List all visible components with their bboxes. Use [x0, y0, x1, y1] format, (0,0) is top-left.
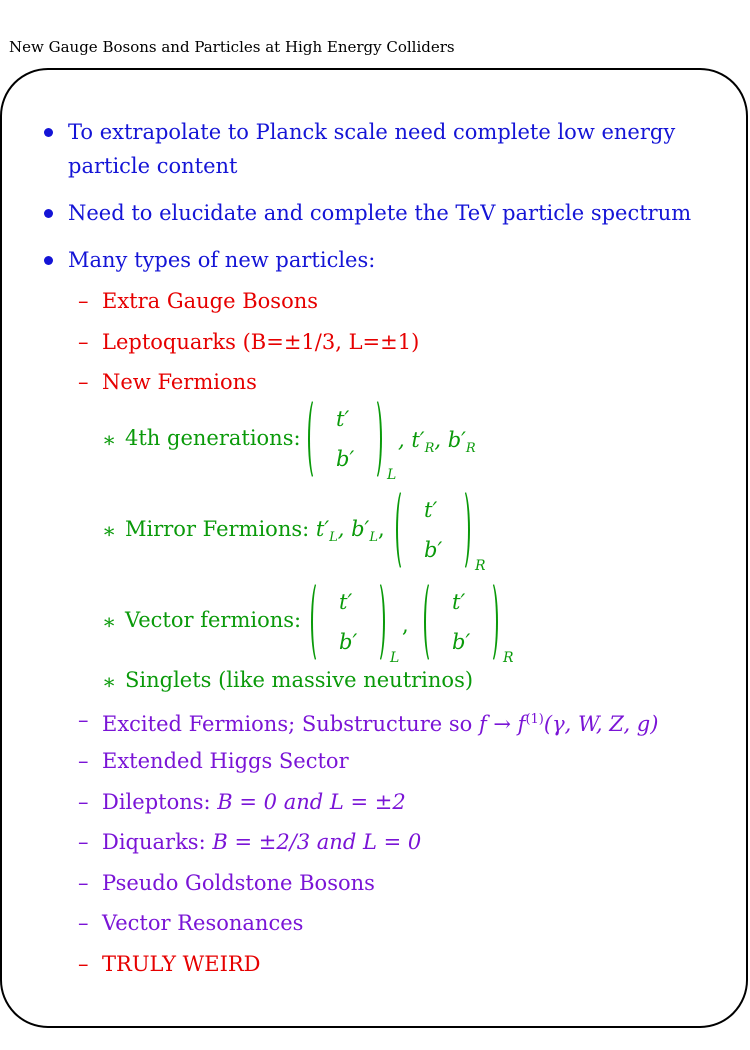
dash-marker: – [78, 330, 89, 354]
star-marker: ∗ [102, 428, 117, 452]
t-prime: , t′ [398, 428, 425, 452]
mirror-t: t′ [315, 517, 330, 541]
matrix-bottom: b′ [452, 630, 471, 654]
dash-marker: – [78, 370, 89, 394]
dash-marker: – [78, 790, 89, 814]
item-pseudo-goldstone: Pseudo Goldstone Bosons [102, 871, 375, 895]
mirror-comma: , [377, 517, 385, 541]
item-mirror-fermions [125, 517, 385, 550]
item-diquarks [102, 830, 421, 854]
matrix-bottom: b′ [424, 538, 443, 562]
dash-marker: – [78, 749, 89, 773]
bullet-3: Many types of new particles: [68, 248, 376, 272]
matrix-top: t′ [336, 407, 350, 431]
sub-l: L [369, 530, 378, 545]
matrix-bottom: b′ [336, 447, 355, 471]
matrix-subscript: L [387, 467, 397, 483]
mirror-label: Mirror Fermions: [125, 517, 310, 541]
sub-r: R [465, 441, 476, 456]
b-prime: , b′ [434, 428, 466, 452]
item-extended-higgs: Extended Higgs Sector [102, 749, 349, 773]
sub-l: L [329, 530, 338, 545]
matrix-top: t′ [452, 590, 466, 614]
item-vector-resonances: Vector Resonances [102, 911, 304, 935]
excited-args: (γ, W, Z, g) [543, 712, 659, 736]
diquarks-text: Diquarks: [102, 830, 213, 854]
right-paren [368, 397, 382, 481]
star-marker: ∗ [102, 519, 117, 543]
sub-r: R [424, 441, 435, 456]
dash-marker: – [78, 830, 89, 854]
right-paren [371, 580, 385, 664]
dileptons-math: B = 0 and L = ±2 [217, 790, 406, 814]
bullet-dot-2 [44, 209, 53, 218]
item-new-fermions: New Fermions [102, 370, 257, 394]
diquarks-math: B = ±2/3 and L = 0 [212, 830, 422, 854]
excited-math: f → f [478, 712, 526, 736]
matrix-top: t′ [424, 498, 438, 522]
item-singlets: Singlets (like massive neutrinos) [125, 668, 474, 692]
matrix-subscript: R [503, 650, 514, 666]
dash-marker: – [78, 871, 89, 895]
excited-text: Excited Fermions; Substructure so [102, 712, 479, 736]
dash-marker: – [78, 952, 89, 976]
vector-comma: , [402, 613, 409, 637]
matrix-subscript: R [475, 558, 486, 574]
item-extra-gauge-bosons: Extra Gauge Bosons [102, 289, 319, 313]
matrix-top: t′ [339, 590, 353, 614]
bullet-1-line-2: particle content [68, 154, 238, 178]
dileptons-text: Dileptons: [102, 790, 218, 814]
item-4th-generations-tail [398, 428, 476, 461]
matrix-bottom: b′ [339, 630, 358, 654]
excited-sup: (1) [525, 712, 544, 727]
left-paren [424, 580, 438, 664]
dash-marker: – [78, 708, 89, 732]
left-paren [308, 397, 322, 481]
matrix-subscript: L [390, 650, 400, 666]
right-paren [456, 488, 470, 572]
item-excited-fermions [102, 708, 658, 736]
dash-marker: – [78, 289, 89, 313]
bullet-1-line-1: To extrapolate to Planck scale need complete low energy [68, 120, 676, 144]
left-paren [396, 488, 410, 572]
star-marker: ∗ [102, 610, 117, 634]
right-paren [484, 580, 498, 664]
item-dileptons [102, 790, 406, 814]
left-paren [311, 580, 325, 664]
item-truly-weird: TRULY WEIRD [102, 952, 261, 976]
dash-marker: – [78, 911, 89, 935]
item-4th-generations-label: 4th generations: [125, 426, 301, 450]
star-marker: ∗ [102, 670, 117, 694]
item-leptoquarks: Leptoquarks (B=±1/3, L=±1) [102, 330, 420, 354]
item-vector-fermions-label: Vector fermions: [125, 608, 302, 632]
mirror-b: , b′ [337, 517, 370, 541]
bullet-2: Need to elucidate and complete the TeV particle spectrum [68, 201, 692, 225]
bullet-dot-1 [44, 128, 53, 137]
page-header: New Gauge Bosons and Particles at High Energy Colliders [9, 38, 455, 56]
bullet-dot-3 [44, 256, 53, 265]
